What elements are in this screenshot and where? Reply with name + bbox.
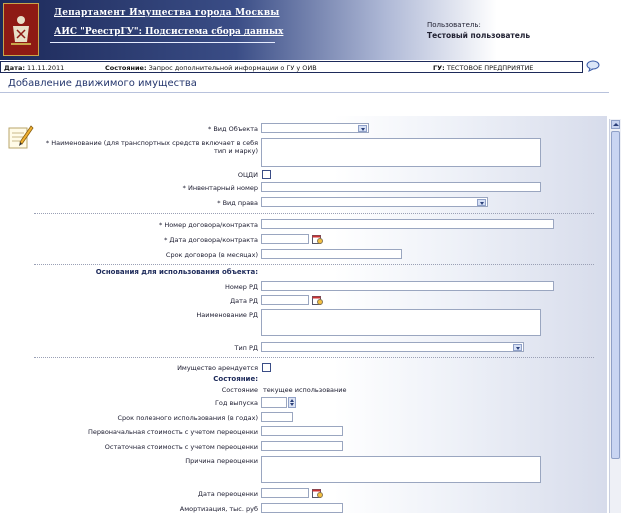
initial-cost-label: Первоначальная стоимость с учетом переоценки xyxy=(87,428,258,436)
rd-date-label: Дата РД xyxy=(230,297,258,305)
scrollbar-thumb[interactable] xyxy=(611,131,620,459)
calendar-icon[interactable] xyxy=(312,295,323,305)
year-label: Год выпуска xyxy=(214,399,258,407)
chevron-down-icon xyxy=(513,344,522,351)
inventory-number-label: * Инвентарный номер xyxy=(182,184,258,192)
contract-number-input[interactable] xyxy=(261,219,554,229)
contract-date-input[interactable] xyxy=(261,234,309,244)
contract-term-label: Срок договора (в месяцах) xyxy=(165,251,258,259)
system-title: АИС "РеестрГУ": Подсистема сбора данных xyxy=(54,27,284,37)
status-date: Дата: 11.11.2011 xyxy=(4,64,65,72)
vertical-scrollbar[interactable] xyxy=(609,119,621,513)
leased-label: Имущество арендуется xyxy=(177,364,258,372)
speech-bubble-icon[interactable] xyxy=(586,60,600,72)
year-input[interactable] xyxy=(261,397,287,408)
revaluation-date-input[interactable] xyxy=(261,488,309,498)
year-stepper[interactable] xyxy=(288,397,296,408)
header-divider xyxy=(50,42,275,43)
divider xyxy=(34,264,594,265)
calendar-icon[interactable] xyxy=(312,234,323,244)
rd-number-label: Номер РД xyxy=(225,283,258,291)
contract-number-label: * Номер договора/контракта xyxy=(159,221,258,229)
state-section-title: Состояние: xyxy=(213,375,258,383)
revaluation-reason-label: Причина переоценки xyxy=(185,457,258,465)
divider xyxy=(34,213,594,214)
ocdi-checkbox[interactable] xyxy=(262,170,271,179)
user-label: Пользователь: xyxy=(427,21,481,29)
pencil-paper-icon xyxy=(6,122,34,150)
useful-life-input[interactable] xyxy=(261,412,293,422)
contract-term-input[interactable] xyxy=(261,249,402,259)
useful-life-label: Срок полезного использования (в годах) xyxy=(117,414,258,422)
contract-date-label: * Дата договора/контракта xyxy=(164,236,258,244)
calendar-icon[interactable] xyxy=(312,488,323,498)
app-header xyxy=(0,0,621,60)
name-label: * Наименование (для транспортных средств включает в себя тип и марку) xyxy=(45,139,258,155)
status-bar xyxy=(0,61,583,73)
page-title: Добавление движимого имущества xyxy=(8,78,197,89)
inventory-number-input[interactable] xyxy=(261,182,541,192)
depreciation-input[interactable] xyxy=(261,503,343,513)
rd-date-input[interactable] xyxy=(261,295,309,305)
scroll-up-icon[interactable] xyxy=(611,120,620,129)
right-type-select[interactable] xyxy=(261,197,488,207)
department-title: Департамент Имущества города Москвы xyxy=(54,8,280,18)
basis-section-title: Основания для использования объекта: xyxy=(95,268,258,276)
chevron-down-icon xyxy=(477,199,486,206)
rd-name-textarea[interactable] xyxy=(261,309,541,336)
rd-type-select[interactable] xyxy=(261,342,524,352)
residual-cost-label: Остаточная стоимость с учетом переоценки xyxy=(104,443,258,451)
object-type-select[interactable] xyxy=(261,123,369,133)
status-state: Состояние: Запрос дополнительной информации о ГУ у ОИВ xyxy=(105,64,317,72)
object-type-label: * Вид Объекта xyxy=(208,125,258,133)
user-name: Тестовый пользователь xyxy=(427,31,531,40)
name-textarea[interactable] xyxy=(261,138,541,167)
ocdi-label: ОЦДИ xyxy=(237,171,258,179)
state-value: текущее использование xyxy=(263,386,347,394)
divider xyxy=(34,357,594,358)
leased-checkbox[interactable] xyxy=(262,363,271,372)
rd-number-input[interactable] xyxy=(261,281,554,291)
rd-name-label: Наименование РД xyxy=(196,311,258,319)
rd-type-label: Тип РД xyxy=(234,344,258,352)
chevron-down-icon xyxy=(358,125,367,132)
right-type-label: * Вид права xyxy=(217,199,258,207)
initial-cost-input[interactable] xyxy=(261,426,343,436)
status-gu: ГУ: ТЕСТОВОЕ ПРЕДПРИЯТИЕ xyxy=(433,64,534,72)
moscow-coat-of-arms-icon xyxy=(3,3,39,56)
state-label: Состояние xyxy=(221,386,258,394)
revaluation-reason-textarea[interactable] xyxy=(261,456,541,483)
residual-cost-input[interactable] xyxy=(261,441,343,451)
revaluation-date-label: Дата переоценки xyxy=(197,490,258,498)
depreciation-label: Амортизация, тыс. руб xyxy=(179,505,258,513)
